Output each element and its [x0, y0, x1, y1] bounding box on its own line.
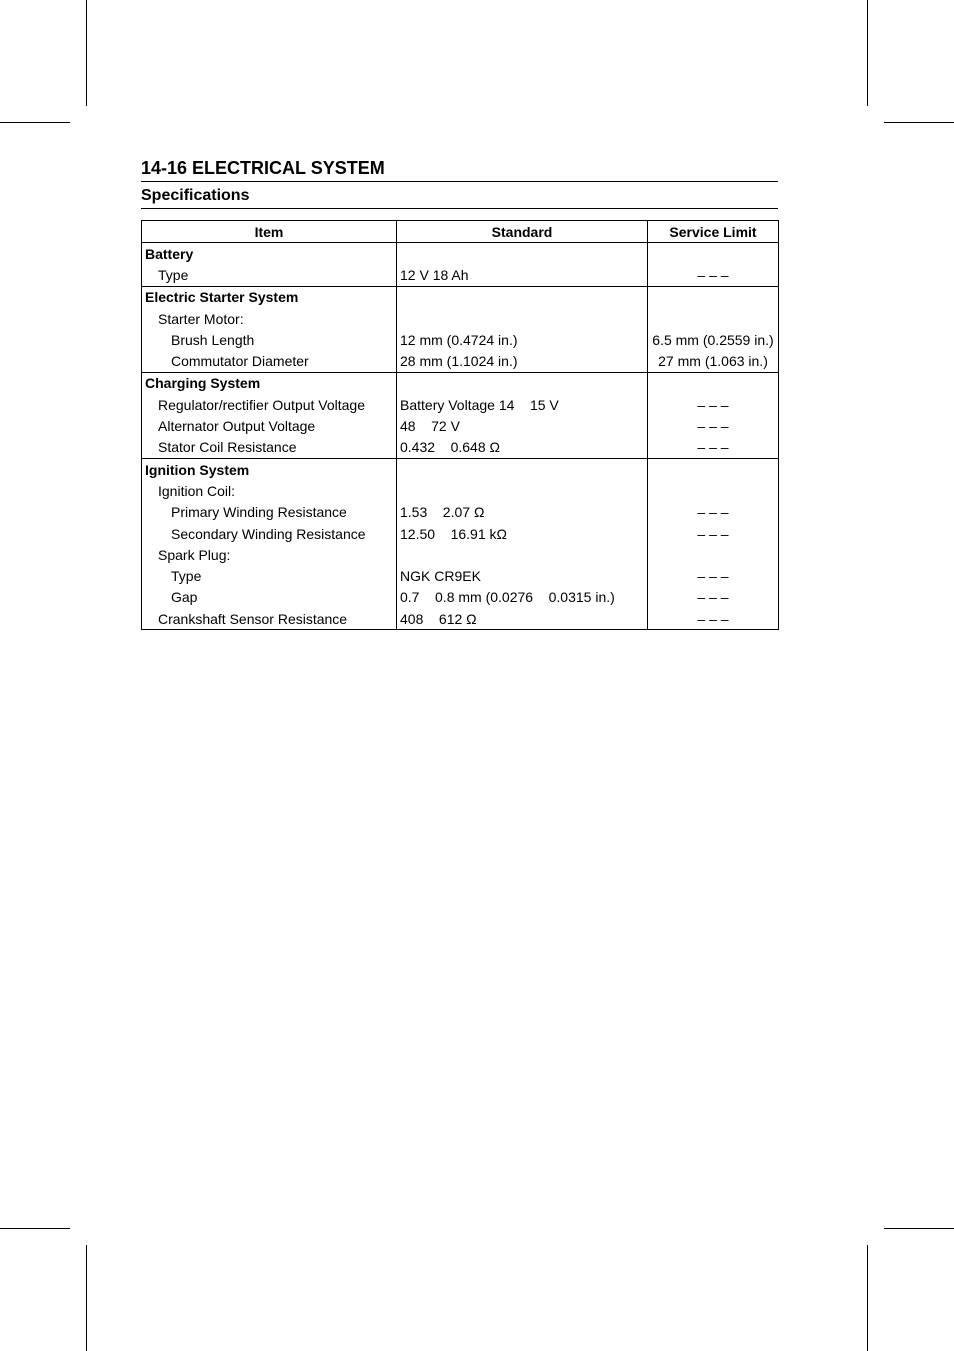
service-limit-cell: – – –: [648, 415, 779, 436]
section-title: Specifications: [141, 182, 778, 209]
standard-cell: Battery Voltage 14 15 V: [397, 394, 648, 415]
service-limit-cell: [648, 544, 779, 565]
table-row: [142, 286, 779, 308]
standard-cell: 0.432 0.648 Ω: [397, 437, 648, 459]
standard-cell: [397, 544, 648, 565]
crop-mark: [86, 0, 87, 106]
table-row: [142, 608, 779, 630]
spec-group: [142, 243, 779, 287]
service-limit-cell: – – –: [648, 394, 779, 415]
crop-mark: [86, 1245, 87, 1351]
spec-group: [142, 372, 779, 458]
table-row: [142, 372, 779, 394]
service-limit-cell: – – –: [648, 523, 779, 544]
crop-mark: [884, 122, 954, 123]
column-header-item: Item: [142, 221, 397, 243]
standard-cell: [397, 243, 648, 265]
item-cell: Starter Motor:: [142, 308, 397, 329]
table-row: [142, 587, 779, 608]
service-limit-cell: – – –: [648, 437, 779, 459]
table-row: [142, 308, 779, 329]
page-title: 14-16 ELECTRICAL SYSTEM: [141, 157, 778, 182]
crop-mark: [867, 1245, 868, 1351]
item-cell: Primary Winding Resistance: [142, 502, 397, 523]
table-row: [142, 264, 779, 286]
item-cell: Alternator Output Voltage: [142, 415, 397, 436]
service-limit-cell: [648, 480, 779, 501]
standard-cell: [397, 286, 648, 308]
item-cell: Ignition System: [142, 458, 397, 480]
table-row: [142, 415, 779, 436]
table-row: [142, 329, 779, 350]
standard-cell: NGK CR9EK: [397, 565, 648, 586]
item-cell: Spark Plug:: [142, 544, 397, 565]
table-row: [142, 350, 779, 372]
item-cell: Gap: [142, 587, 397, 608]
table-row: [142, 394, 779, 415]
service-limit-cell: – – –: [648, 608, 779, 630]
spec-group: [142, 458, 779, 629]
spec-group: [142, 286, 779, 372]
standard-cell: 1.53 2.07 Ω: [397, 502, 648, 523]
standard-cell: [397, 372, 648, 394]
service-limit-cell: – – –: [648, 264, 779, 286]
service-limit-cell: [648, 458, 779, 480]
service-limit-cell: [648, 243, 779, 265]
crop-mark: [884, 1228, 954, 1229]
standard-cell: 28 mm (1.1024 in.): [397, 350, 648, 372]
crop-mark: [0, 122, 70, 123]
table-row: [142, 480, 779, 501]
item-cell: Type: [142, 264, 397, 286]
item-cell: Stator Coil Resistance: [142, 437, 397, 459]
standard-cell: 12.50 16.91 kΩ: [397, 523, 648, 544]
item-cell: Regulator/rectifier Output Voltage: [142, 394, 397, 415]
service-limit-cell: – – –: [648, 565, 779, 586]
item-cell: Ignition Coil:: [142, 480, 397, 501]
table-row: [142, 502, 779, 523]
standard-cell: 0.7 0.8 mm (0.0276 0.0315 in.): [397, 587, 648, 608]
service-limit-cell: 6.5 mm (0.2559 in.): [648, 329, 779, 350]
item-cell: Brush Length: [142, 329, 397, 350]
standard-cell: [397, 458, 648, 480]
table-row: [142, 565, 779, 586]
service-limit-cell: [648, 372, 779, 394]
standard-cell: 48 72 V: [397, 415, 648, 436]
service-limit-cell: – – –: [648, 502, 779, 523]
item-cell: Charging System: [142, 372, 397, 394]
item-cell: Type: [142, 565, 397, 586]
item-cell: Battery: [142, 243, 397, 265]
table-row: [142, 437, 779, 459]
column-header-service-limit: Service Limit: [648, 221, 779, 243]
item-cell: Electric Starter System: [142, 286, 397, 308]
table-row: [142, 523, 779, 544]
table-row: [142, 243, 779, 265]
standard-cell: [397, 480, 648, 501]
item-cell: Secondary Winding Resistance: [142, 523, 397, 544]
service-limit-cell: – – –: [648, 587, 779, 608]
item-cell: Crankshaft Sensor Resistance: [142, 608, 397, 630]
standard-cell: 12 V 18 Ah: [397, 264, 648, 286]
specifications-table: [141, 220, 779, 630]
service-limit-cell: [648, 286, 779, 308]
crop-mark: [0, 1228, 70, 1229]
standard-cell: 12 mm (0.4724 in.): [397, 329, 648, 350]
item-cell: Commutator Diameter: [142, 350, 397, 372]
table-header-row: [142, 221, 779, 243]
page-header: [141, 157, 778, 209]
service-limit-cell: [648, 308, 779, 329]
crop-mark: [867, 0, 868, 106]
column-header-standard: Standard: [397, 221, 648, 243]
table-row: [142, 458, 779, 480]
standard-cell: [397, 308, 648, 329]
table-row: [142, 544, 779, 565]
service-limit-cell: 27 mm (1.063 in.): [648, 350, 779, 372]
standard-cell: 408 612 Ω: [397, 608, 648, 630]
